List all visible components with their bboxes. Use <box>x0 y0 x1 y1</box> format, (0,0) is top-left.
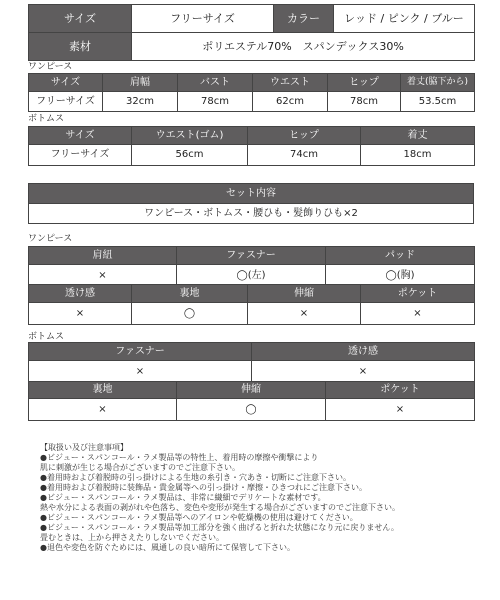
bottoms-detail-table-1 <box>28 342 475 383</box>
onepiece-value-stretch: × <box>248 303 361 325</box>
color-value: レッド / ピンク / ブルー <box>334 5 475 33</box>
onepiece-header-sheer: 透け感 <box>29 285 132 303</box>
bottoms-value-pocket: × <box>326 399 475 421</box>
onepiece-value-sheer: × <box>29 303 132 325</box>
onepiece-header-size: サイズ <box>29 74 103 92</box>
bottoms-value-lining: × <box>29 399 177 421</box>
onepiece-value-pad: ◯(胸) <box>326 265 475 287</box>
care-note-line: ●ビジュー・スパンコール・ラメ製品等加工部分を強く曲げると折れた状態になり元に戻りません。 <box>40 523 399 532</box>
color-label: カラー <box>274 5 334 33</box>
bottoms-size-table <box>28 126 475 166</box>
care-note-line: 畳むときは、上から押さえたりしないでください。 <box>40 533 224 542</box>
size-value: フリーサイズ <box>132 5 274 33</box>
onepiece-header-strap: 肩紐 <box>29 247 177 265</box>
bottoms-value-size: フリーサイズ <box>29 145 132 166</box>
onepiece-value-shoulder: 32cm <box>103 92 178 112</box>
set-contents-header: セット内容 <box>29 184 474 204</box>
onepiece-header-bust: バスト <box>178 74 253 92</box>
onepiece-detail-title: ワンピース <box>28 234 73 244</box>
bottoms-value-hip: 74cm <box>248 145 361 166</box>
bottoms-header-hip: ヒップ <box>248 127 361 145</box>
onepiece-header-pocket: ポケット <box>361 285 475 303</box>
bottoms-header-size: サイズ <box>29 127 132 145</box>
onepiece-value-pocket: × <box>361 303 475 325</box>
care-note-line: ●ビジュー・スパンコール・ラメ製品等へのアイロンや乾燥機の使用は避けてください。 <box>40 513 358 522</box>
bottoms-value-length: 18cm <box>361 145 475 166</box>
care-note-line: ●着用時および着脱時の引っ掛けによる生地の糸引き・穴あき・切断にご注意下さい。 <box>40 473 351 482</box>
summary-table <box>28 4 475 61</box>
onepiece-size-table <box>28 73 475 112</box>
care-note-line: ●着用時および着脱時に装飾品・貴金属等への引っ掛け・摩擦・ひきつれにご注意下さい。 <box>40 483 367 492</box>
care-note-line: ●ビジュー・スパンコール・ラメ製品は、非常に繊細でデリケートな素材です。 <box>40 493 326 502</box>
onepiece-header-pad: パッド <box>326 247 475 265</box>
bottoms-header-length: 着丈 <box>361 127 475 145</box>
onepiece-value-lining: ◯ <box>132 303 248 325</box>
care-notes <box>40 443 490 553</box>
bottoms-header-pocket: ポケット <box>326 382 475 399</box>
bottoms-header-sheer: 透け感 <box>252 343 475 361</box>
onepiece-header-hip: ヒップ <box>328 74 401 92</box>
bottoms-size-title: ボトムス <box>28 114 65 124</box>
set-contents-value: ワンピース・ボトムス・腰ひも・髪飾りひも×2 <box>29 204 474 224</box>
bottoms-header-lining: 裏地 <box>29 382 177 399</box>
onepiece-detail-table-2 <box>28 284 475 325</box>
onepiece-value-zipper: ◯(左) <box>177 265 326 287</box>
onepiece-value-hip: 78cm <box>328 92 401 112</box>
bottoms-detail-title: ボトムス <box>28 332 65 342</box>
care-notes-heading: 【取扱い及び注意事項】 <box>40 443 128 452</box>
bottoms-value-sheer: × <box>252 361 475 383</box>
bottoms-header-stretch: 伸縮 <box>177 382 326 399</box>
onepiece-value-waist: 62cm <box>253 92 328 112</box>
material-value: ポリエステル70% スパンデックス30% <box>132 33 475 61</box>
onepiece-header-length: 着丈(脇下から) <box>401 74 475 92</box>
bottoms-value-waist: 56cm <box>132 145 248 166</box>
onepiece-header-lining: 裏地 <box>132 285 248 303</box>
care-note-line: 熱や水分による表面の剥がれや色落ち、変色や変形が発生する場合がございますのでご注意下さい。 <box>40 503 400 512</box>
bottoms-value-stretch: ◯ <box>177 399 326 421</box>
onepiece-header-stretch: 伸縮 <box>248 285 361 303</box>
material-label: 素材 <box>29 33 132 61</box>
onepiece-value-length: 53.5cm <box>401 92 475 112</box>
onepiece-value-bust: 78cm <box>178 92 253 112</box>
onepiece-header-waist: ウエスト <box>253 74 328 92</box>
bottoms-detail-table-2 <box>28 381 475 421</box>
onepiece-size-title: ワンピース <box>28 62 73 72</box>
bottoms-header-waist: ウエスト(ゴム) <box>132 127 248 145</box>
onepiece-header-shoulder: 肩幅 <box>103 74 178 92</box>
onepiece-value-size: フリーサイズ <box>29 92 103 112</box>
care-note-line: ●ビジュー・スパンコール・ラメ製品等の特性上、着用時の摩擦や衝撃により <box>40 453 319 462</box>
care-note-line: ●退色や変色を防ぐためには、風通しの良い暗所にて保管して下さい。 <box>40 543 295 552</box>
bottoms-header-zipper: ファスナー <box>29 343 252 361</box>
bottoms-value-zipper: × <box>29 361 252 383</box>
onepiece-detail-table-1 <box>28 246 475 287</box>
care-note-line: 肌に刺激が生じる場合がございますのでご注意下さい。 <box>40 463 240 472</box>
size-label: サイズ <box>29 5 132 33</box>
set-contents-table <box>28 183 474 224</box>
onepiece-header-zipper: ファスナー <box>177 247 326 265</box>
onepiece-value-strap: × <box>29 265 177 287</box>
